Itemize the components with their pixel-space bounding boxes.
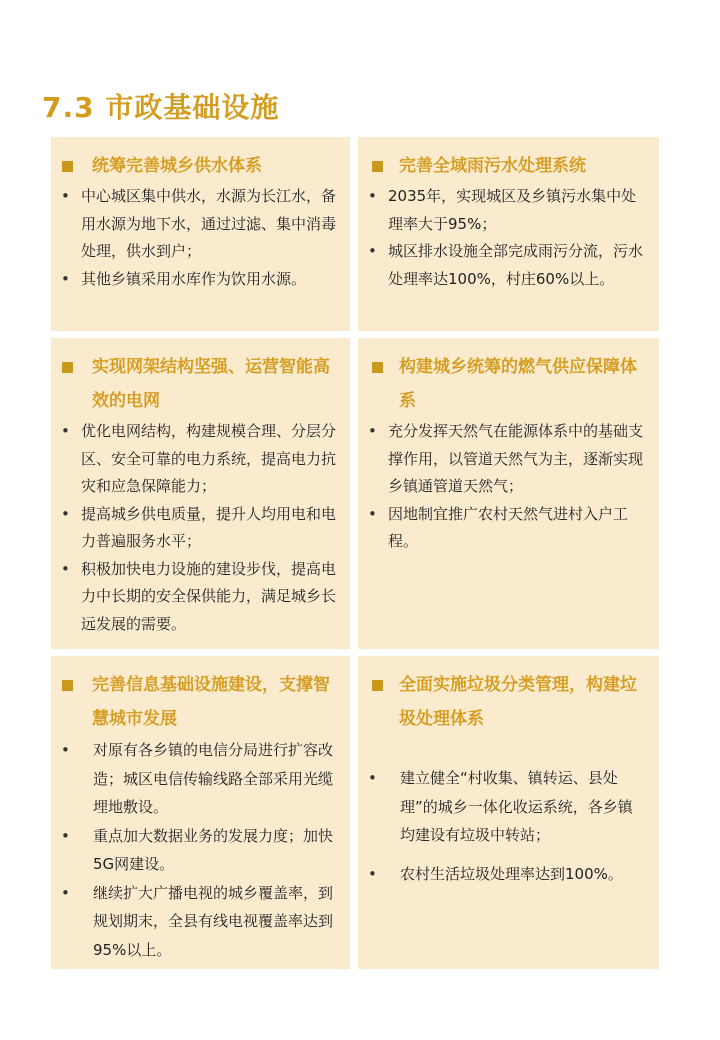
- card-sewage: [358, 137, 659, 331]
- list-item: • 城区排水设施全部完成雨污分流，污水处理率达100%，村庄60%以上。: [358, 238, 659, 293]
- list-item: • 提高城乡供电质量，提升人均用电和电力普遍服务水平；: [51, 501, 350, 556]
- card-waste-management: [358, 656, 659, 969]
- card-item-list: [51, 418, 350, 638]
- list-item: • 因地制宜推广农村天然气进村入户工程。: [358, 501, 659, 556]
- square-bullet-icon: [62, 680, 73, 691]
- list-item: • 优化电网结构，构建规模合理、分层分区、安全可靠的电力系统，提高电力抗灾和应急保障能力；: [51, 418, 350, 501]
- square-bullet-icon: [372, 362, 383, 373]
- list-item: • 对原有各乡镇的电信分局进行扩容改造；城区电信传输线路全部采用光缆埋地敷设。: [51, 736, 350, 822]
- list-item: • 继续扩大广播电视的城乡覆盖率，到规划期末，全县有线电视覆盖率达到95%以上。: [51, 879, 350, 965]
- list-item: • 农村生活垃圾处理率达到100%。: [358, 860, 659, 889]
- list-item: • 重点加大数据业务的发展力度；加快5G网建设。: [51, 822, 350, 879]
- card-water-supply: [51, 137, 350, 331]
- card-power-grid: [51, 338, 350, 649]
- square-bullet-icon: [372, 161, 383, 172]
- card-heading: [358, 668, 659, 736]
- card-heading: [51, 668, 350, 736]
- card-item-list: [358, 764, 659, 888]
- card-heading-text: 统筹完善城乡供水体系: [92, 156, 262, 176]
- square-bullet-icon: [372, 680, 383, 691]
- section-title: 7.3 市政基础设施: [42, 91, 280, 124]
- card-heading-text: 全面实施垃圾分类管理，构建垃圾处理体系: [399, 675, 637, 729]
- list-item: • 建立健全“村收集、镇转运、县处理”的城乡一体化收运系统，各乡镇均建设有垃圾中转站；: [358, 764, 659, 850]
- square-bullet-icon: [62, 362, 73, 373]
- card-item-list: [358, 418, 659, 556]
- card-heading: [51, 350, 350, 418]
- card-item-list: [51, 183, 350, 293]
- card-item-list: [51, 736, 350, 964]
- card-heading: [51, 149, 350, 183]
- square-bullet-icon: [62, 161, 73, 172]
- card-heading: [358, 350, 659, 418]
- list-item: • 其他乡镇采用水库作为饮用水源。: [51, 266, 350, 294]
- card-gas-supply: [358, 338, 659, 649]
- list-item: • 中心城区集中供水，水源为长江水，备用水源为地下水，通过过滤、集中消毒处理，供水到户；: [51, 183, 350, 266]
- card-heading-text: 实现网架结构坚强、运营智能高效的电网: [92, 357, 330, 411]
- card-information-infrastructure: [51, 656, 350, 969]
- card-heading-text: 构建城乡统筹的燃气供应保障体系: [399, 357, 637, 411]
- list-item: • 2035年，实现城区及乡镇污水集中处理率大于95%；: [358, 183, 659, 238]
- card-heading-text: 完善全域雨污水处理系统: [399, 156, 586, 176]
- card-item-list: [358, 183, 659, 293]
- card-heading: [358, 149, 659, 183]
- card-heading-text: 完善信息基础设施建设，支撑智慧城市发展: [92, 675, 330, 729]
- list-item: • 积极加快电力设施的建设步伐，提高电力中长期的安全保供能力，满足城乡长远发展的需要。: [51, 556, 350, 639]
- list-item: • 充分发挥天然气在能源体系中的基础支撑作用，以管道天然气为主，逐渐实现乡镇通管道天然气；: [358, 418, 659, 501]
